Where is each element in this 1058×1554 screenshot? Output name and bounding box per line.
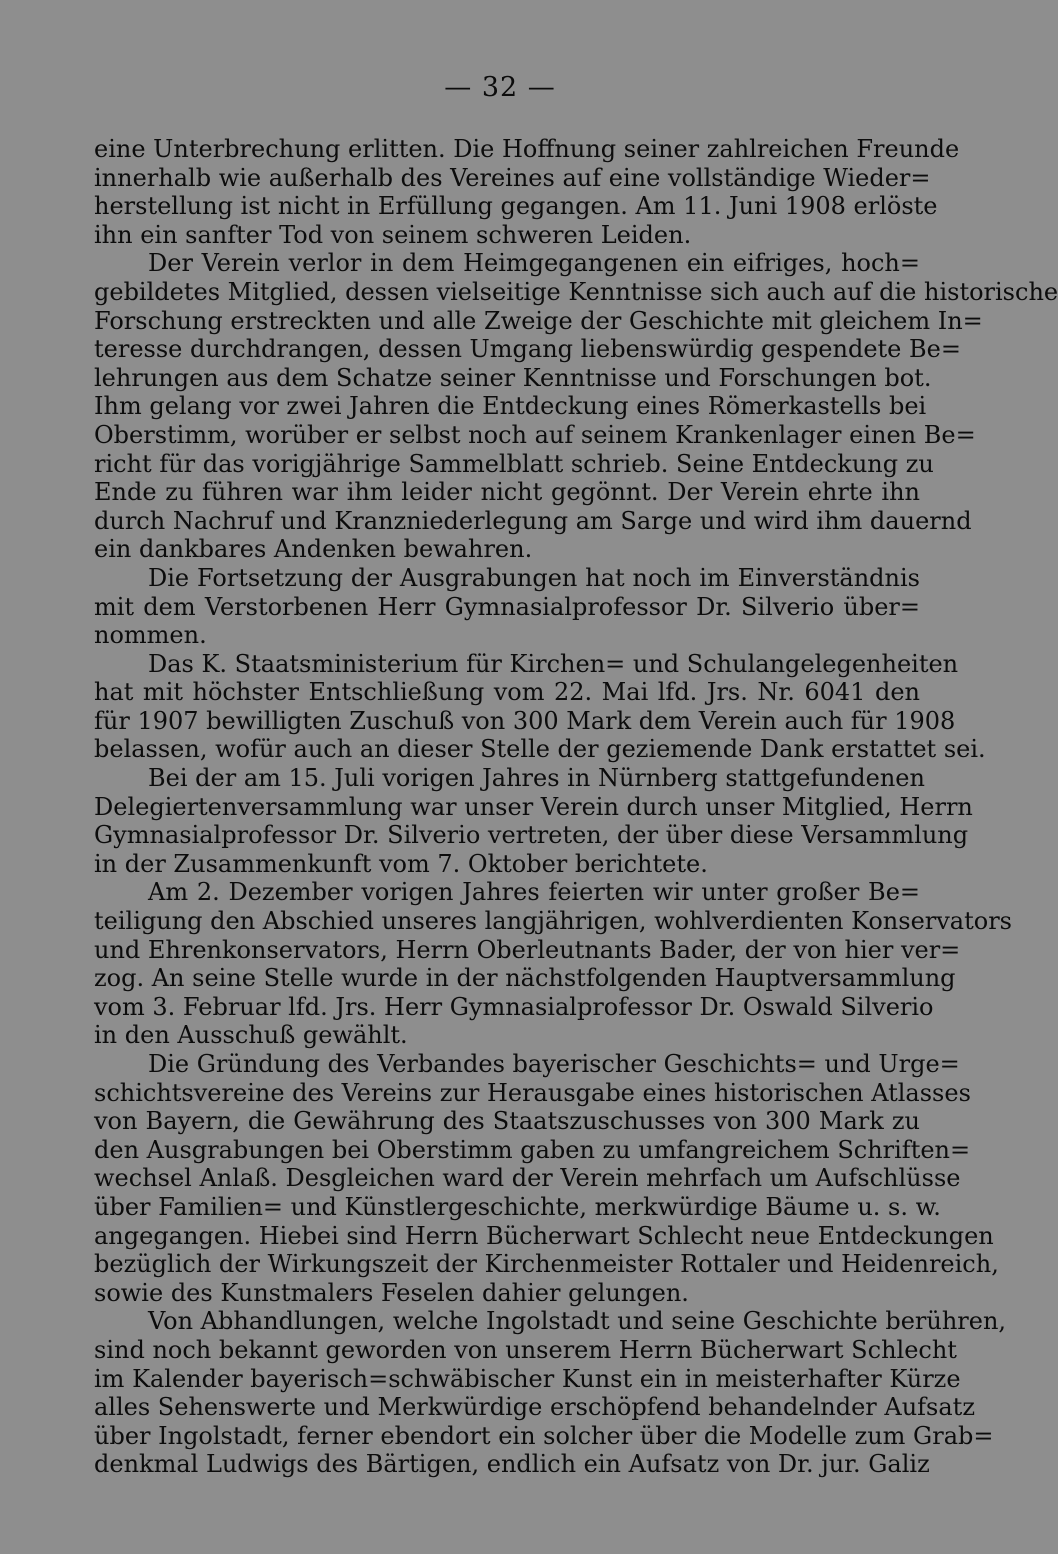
text-line: hat mit höchster Entschließung vom 22. Mai lfd. Jrs. Nr. 6041 den bbox=[94, 678, 920, 707]
text-line: denkmal Ludwigs des Bärtigen, endlich ein Aufsatz von Dr. jur. Galiz bbox=[94, 1450, 930, 1479]
text-line: ein dankbares Andenken bewahren. bbox=[94, 535, 533, 564]
paragraph bbox=[94, 1050, 999, 1307]
text-line: in der Zusammenkunft vom 7. Oktober berichtete. bbox=[94, 849, 708, 878]
text-line: Am 2. Dezember vorigen Jahres feierten wir unter großer Be= bbox=[148, 878, 920, 907]
text-line: und Ehrenkonservators, Herrn Oberleutnants Bader, der von hier ver= bbox=[94, 935, 961, 964]
text-line: belassen, wofür auch an dieser Stelle der geziemende Dank erstattet sei. bbox=[94, 735, 986, 764]
text-line: Das K. Staatsministerium für Kirchen= und Schulangelegenheiten bbox=[148, 649, 959, 678]
text-line: zog. An seine Stelle wurde in der nächstfolgenden Hauptversammlung bbox=[94, 964, 956, 993]
text-line: von Bayern, die Gewährung des Staatszuschusses von 300 Mark zu bbox=[94, 1107, 920, 1136]
paragraph bbox=[94, 249, 1058, 564]
text-line: über Familien= und Künstlergeschichte, merkwürdige Bäume u. s. w. bbox=[94, 1192, 941, 1221]
text-line: im Kalender bayerisch=schwäbischer Kunst ein in meisterhafter Kürze bbox=[94, 1364, 961, 1393]
text-line: für 1907 bewilligten Zuschuß von 300 Mark dem Verein auch für 1908 bbox=[94, 706, 956, 735]
text-line: bezüglich der Wirkungszeit der Kirchenmeister Rottaler und Heidenreich, bbox=[94, 1250, 999, 1279]
text-line: eine Unterbrechung erlitten. Die Hoffnung seiner zahlreichen Freunde bbox=[94, 135, 960, 163]
text-line: sowie des Kunstmalers Feselen dahier gelungen. bbox=[94, 1278, 689, 1307]
text-line: Forschung erstreckten und alle Zweige der Geschichte mit gleichem In= bbox=[94, 306, 983, 335]
text-line: sind noch bekannt geworden von unserem Herrn Bücherwart Schlecht bbox=[94, 1335, 957, 1364]
paragraph bbox=[94, 649, 986, 764]
text-line: Die Fortsetzung der Ausgrabungen hat noch im Einverständnis bbox=[148, 563, 920, 592]
text-line: gebildetes Mitglied, dessen vielseitige Kenntnisse sich auch auf die historische bbox=[94, 277, 1058, 306]
text-line: Gymnasialprofessor Dr. Silverio vertreten, der über diese Versammlung bbox=[94, 821, 969, 850]
text-line: Ende zu führen war ihm leider nicht gegönnt. Der Verein ehrte ihn bbox=[94, 478, 920, 507]
text-line: den Ausgrabungen bei Oberstimm gaben zu umfangreichem Schriften= bbox=[94, 1135, 971, 1164]
text-line: Bei der am 15. Juli vorigen Jahres in Nürnberg stattgefundenen bbox=[148, 764, 925, 793]
text-line: Ihm gelang vor zwei Jahren die Entdeckung eines Römerkastells bei bbox=[94, 392, 927, 421]
text-line: teiligung den Abschied unseres langjährigen, wohlverdienten Konservators bbox=[94, 907, 1012, 936]
text-line: durch Nachruf und Kranzniederlegung am Sarge und wird ihm dauernd bbox=[94, 506, 972, 535]
text-line: herstellung ist nicht in Erfüllung gegangen. Am 11. Juni 1908 erlöste bbox=[94, 192, 938, 221]
paragraph bbox=[94, 878, 1012, 1050]
text-line: angegangen. Hiebei sind Herrn Bücherwart Schlecht neue Entdeckungen bbox=[94, 1221, 994, 1250]
text-line: mit dem Verstorbenen Herr Gymnasialprofessor Dr. Silverio über= bbox=[94, 592, 920, 621]
text-line: teresse durchdrangen, dessen Umgang liebenswürdig gespendete Be= bbox=[94, 335, 961, 364]
text-line: Der Verein verlor in dem Heimgegangenen ein eifriges, hoch= bbox=[148, 249, 920, 278]
text-line: schichtsvereine des Vereins zur Herausgabe eines historischen Atlasses bbox=[94, 1078, 971, 1107]
text-line: wechsel Anlaß. Desgleichen ward der Verein mehrfach um Aufschlüsse bbox=[94, 1164, 961, 1193]
text-line: vom 3. Februar lfd. Jrs. Herr Gymnasialprofessor Dr. Oswald Silverio bbox=[94, 992, 934, 1021]
paragraph bbox=[94, 1307, 1007, 1479]
text-line: lehrungen aus dem Schatze seiner Kenntnisse und Forschungen bot. bbox=[94, 363, 932, 392]
text-line: ihn ein sanfter Tod von seinem schweren Leiden. bbox=[94, 220, 692, 249]
text-line: Von Abhandlungen, welche Ingolstadt und seine Geschichte berühren, bbox=[148, 1307, 1007, 1336]
text-line: alles Sehenswerte und Merkwürdige erschöpfend behandelnder Aufsatz bbox=[94, 1393, 975, 1422]
text-line: in den Ausschuß gewählt. bbox=[94, 1021, 408, 1050]
text-line: nommen. bbox=[94, 621, 207, 650]
text-line: innerhalb wie außerhalb des Vereines auf eine vollständige Wieder= bbox=[94, 163, 931, 192]
text-line: richt für das vorigjährige Sammelblatt schrieb. Seine Entdeckung zu bbox=[94, 449, 934, 478]
text-line: Die Gründung des Verbandes bayerischer Geschichts= und Urge= bbox=[148, 1050, 960, 1078]
text-body bbox=[94, 135, 1058, 1479]
text-line: Delegiertenversammlung war unser Verein durch unser Mitglied, Herrn bbox=[94, 792, 973, 821]
paragraph bbox=[94, 135, 960, 249]
page-number: — 32 — bbox=[444, 72, 556, 103]
paragraph bbox=[94, 764, 973, 878]
text-line: Oberstimm, worüber er selbst noch auf seinem Krankenlager einen Be= bbox=[94, 420, 976, 449]
paragraph bbox=[94, 564, 920, 650]
text-line: über Ingolstadt, ferner ebendort ein solcher über die Modelle zum Grab= bbox=[94, 1421, 994, 1450]
